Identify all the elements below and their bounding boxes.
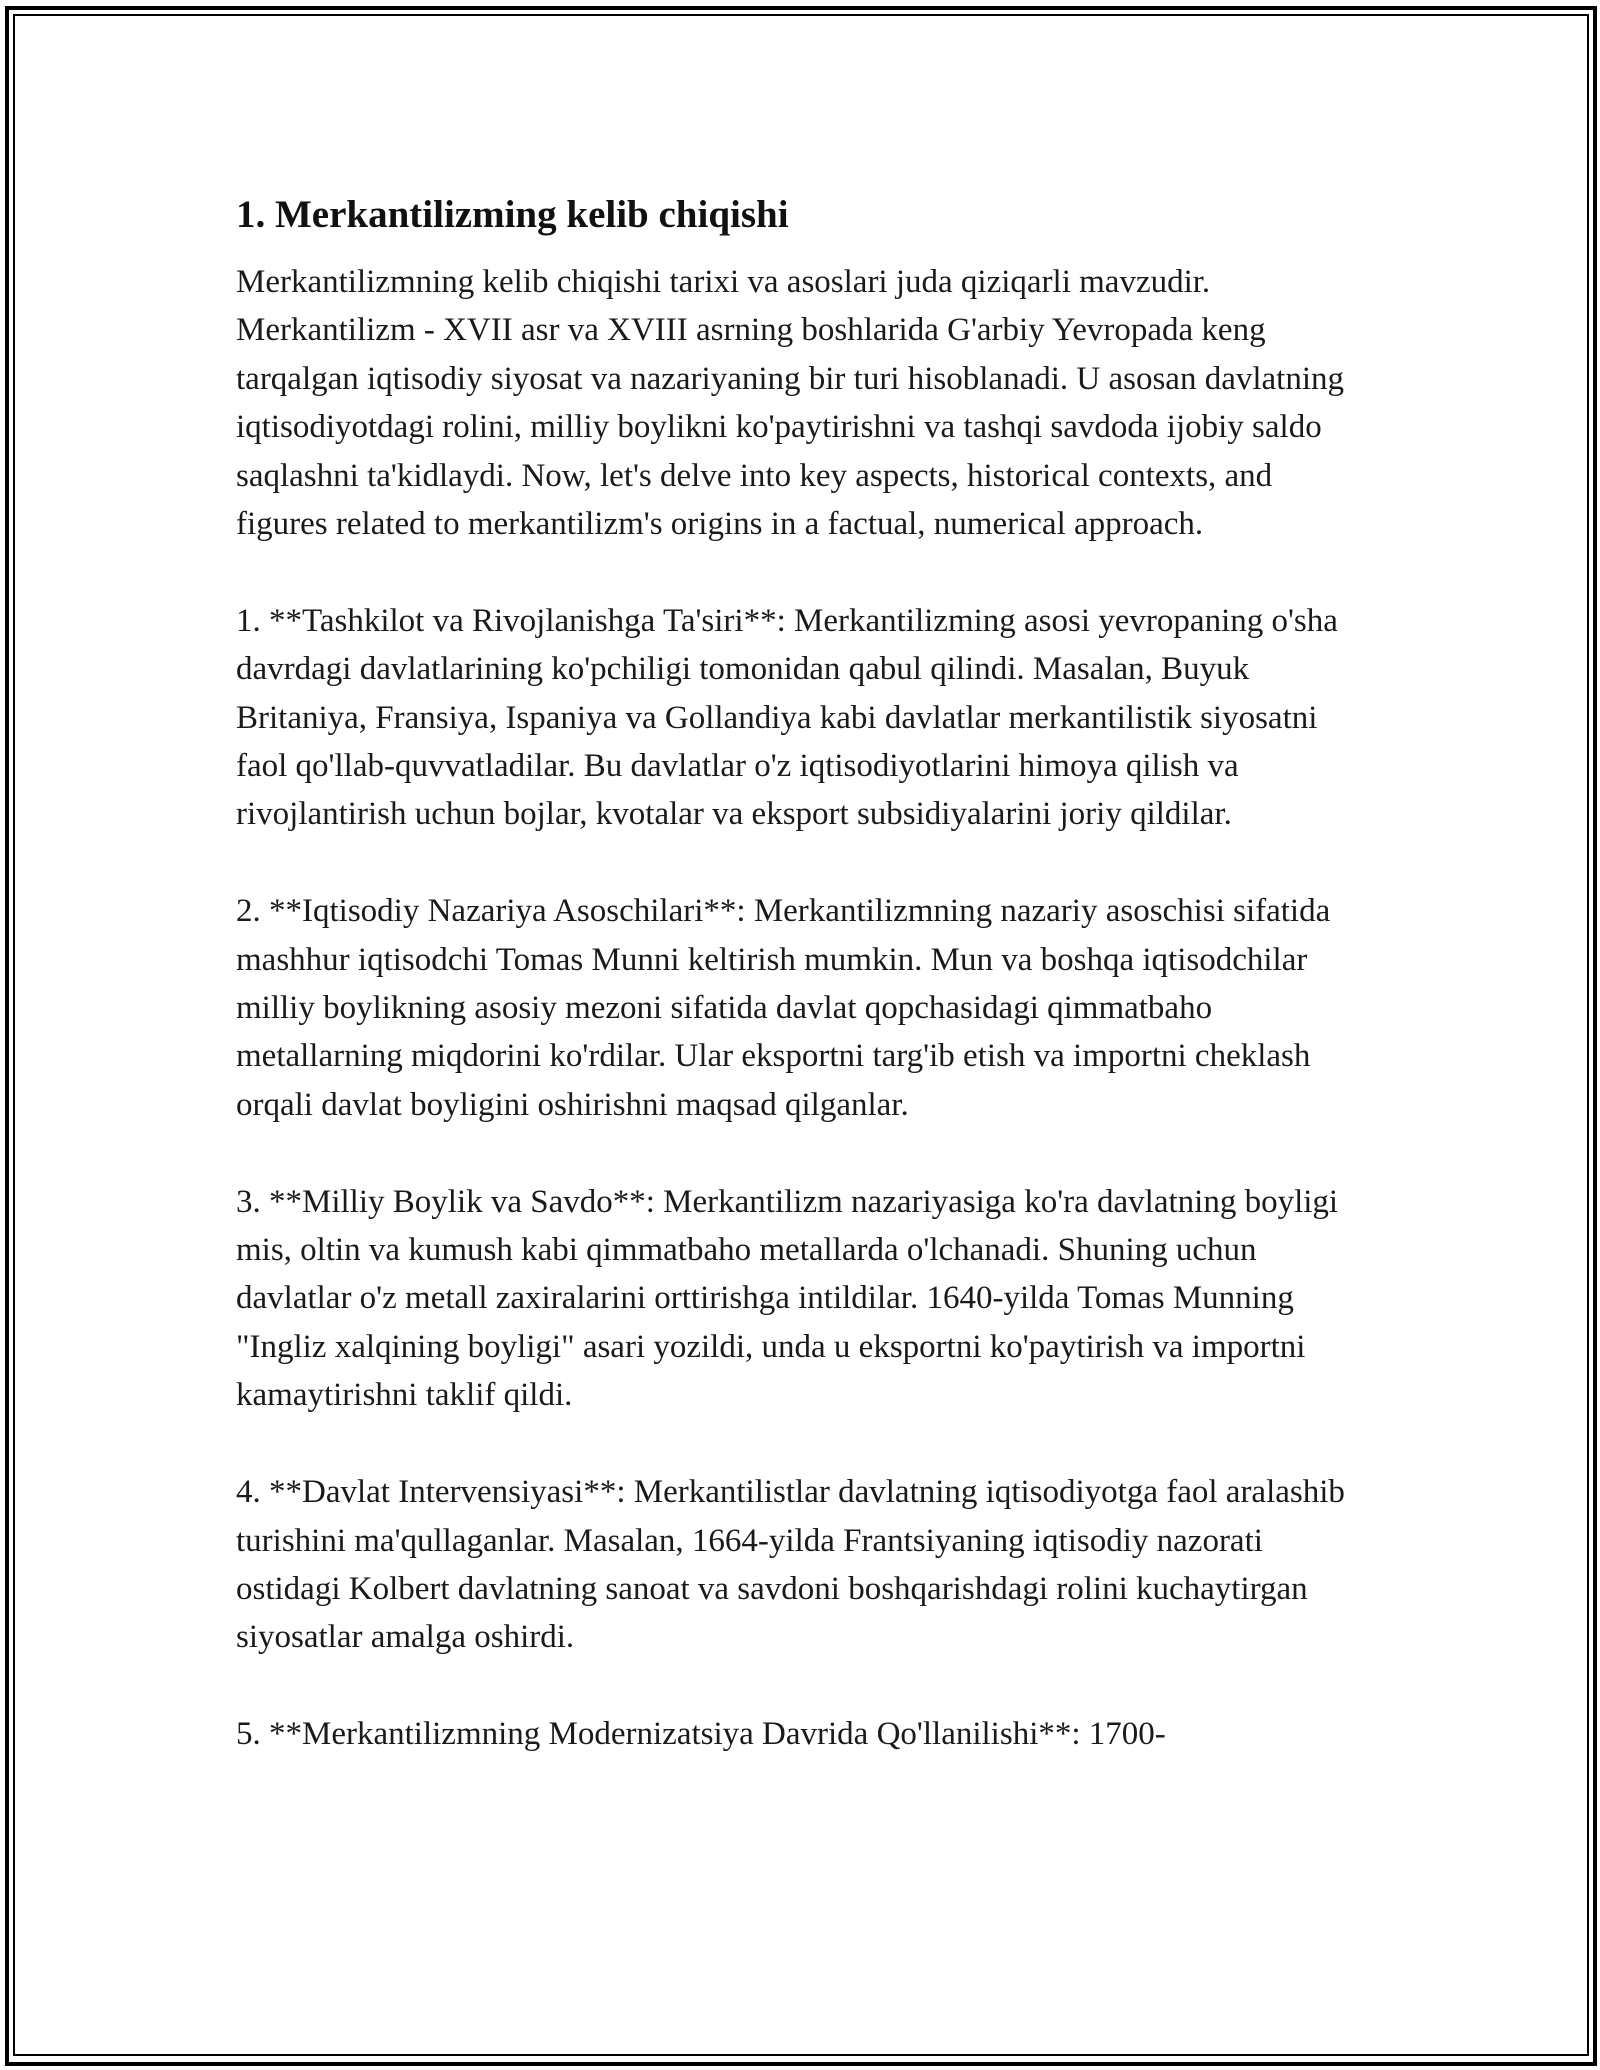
list-item-2: 2. **Iqtisodiy Nazariya Asoschilari**: Merkantilizmning nazariy asoschisi sifatida mashhur iqtisodchi Tomas Munni keltirish mumkin. Mun va boshqa iqtisodchilar milliy boylikning asosiy mezoni sifatida davlat qopchasidagi qimmatbaho metallarning miqdorini ko'rdilar. Ular eksportni targ'ib etish va importni cheklash orqali davlat boyligini oshirishni maqsad qilganlar. (236, 893, 1331, 1123)
list-item-4: 4. **Davlat Intervensiyasi**: Merkantilistlar davlatning iqtisodiyotga faol aralashib turishini ma'qullaganlar. Masalan, 1664-yilda Frantsiyaning iqtisodiy nazorati ostidagi Kolbert davlatning sanoat va savdoni boshqarishdagi rolini kuchaytirgan siyosatlar amalga oshirdi. (236, 1474, 1345, 1656)
document-body (236, 180, 1366, 1759)
intro-paragraph: Merkantilizmning kelib chiqishi tarixi va asoslari juda qiziqarli mavzudir. Merkantilizm - XVII asr va XVIII asrning boshlarida G'arbiy Yevropada keng tarqalgan iqtisodiy siyosat va nazariyaning bir turi hisoblanadi. U asosan davlatning iqtisodiyotdagi rolini, milliy boylikni ko'paytirishni va tashqi savdoda ijobiy saldo saqlashni ta'kidlaydi. Now, let's delve into key aspects, historical contexts, and figures related to merkantilizm's origins in a factual, numerical approach. (236, 264, 1344, 543)
list-item-5: 5. **Merkantilizmning Modernizatsiya Davrida Qo'llanilishi**: 1700- (236, 1716, 1166, 1753)
list-item-1: 1. **Tashkilot va Rivojlanishga Ta'siri**: Merkantilizming asosi yevropaning o'sha davrdagi davlatlarining ko'pchiligi tomonidan qabul qilindi. Masalan, Buyuk Britaniya, Fransiya, Ispaniya va Gollandiya kabi davlatlar merkantilistik siyosatni faol qo'llab-quvvatladilar. Bu davlatlar o'z iqtisodiyotlarini himoya qilish va rivojlantirish uchun bojlar, kvotalar va eksport subsidiyalarini joriy qildilar. (236, 602, 1338, 833)
list-item-3: 3. **Milliy Boylik va Savdo**: Merkantilizm nazariyasiga ko'ra davlatning boyligi mis, oltin va kumush kabi qimmatbaho metallarda o'lchanadi. Shuning uchun davlatlar o'z metall zaxiralarini orttirishga intildilar. 1640-yilda Tomas Munning "Ingliz xalqining boyligi" asari yozildi, unda u eksportni ko'paytirish va importni kamaytirishni taklif qildi. (236, 1183, 1339, 1414)
section-heading: 1. Merkantilizming kelib chiqishi (236, 193, 789, 236)
